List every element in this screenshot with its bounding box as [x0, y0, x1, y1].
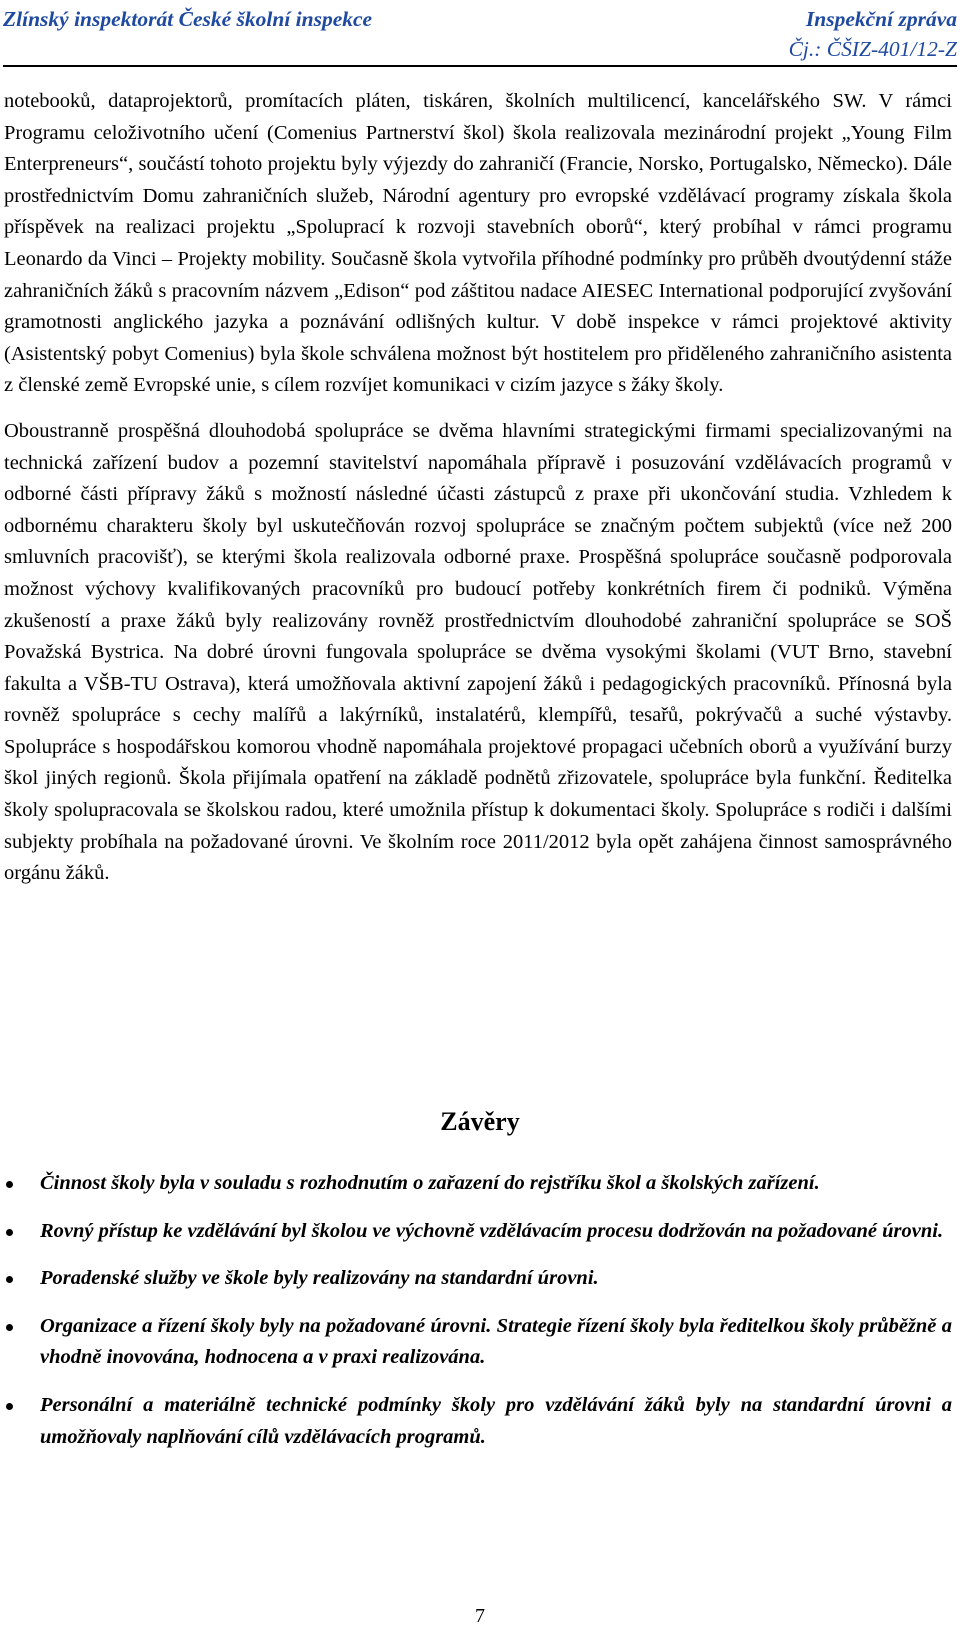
bullet-icon	[6, 1181, 13, 1188]
header-reference-number: Čj.: ČŠIZ-401/12-Z	[788, 37, 957, 61]
conclusion-item: Rovný přístup ke vzdělávání byl školou ve výchovně vzdělávacím procesu dodržován na požadované úrovni.	[4, 1216, 952, 1248]
header-organization: Zlínský inspektorát České školní inspekce	[3, 7, 373, 31]
conclusion-item: Poradenské služby ve škole byly realizovány na standardní úrovni.	[4, 1263, 952, 1295]
page-number: 7	[475, 1605, 485, 1627]
conclusion-item: Personální a materiálně technické podmínky školy pro vzdělávání žáků byly na standardní úrovni a umožňovaly naplňování cílů vzdělávacích programů.	[4, 1390, 952, 1453]
bullet-icon	[6, 1403, 13, 1410]
conclusions-heading: Závěry	[440, 1107, 520, 1136]
conclusion-item: Činnost školy byla v souladu s rozhodnutím o zařazení do rejstříku škol a školských zařízení.	[4, 1168, 952, 1200]
header-report-info	[789, 4, 957, 64]
bullet-icon	[6, 1276, 13, 1283]
conclusions-list	[4, 1168, 952, 1469]
bullet-icon	[6, 1229, 13, 1236]
bullet-icon	[6, 1324, 13, 1331]
header-report-title: Inspekční zpráva	[805, 7, 957, 31]
main-text	[4, 86, 952, 890]
header-divider	[3, 65, 957, 67]
paragraph-2: Oboustranně prospěšná dlouhodobá spolupráce se dvěma hlavními strategickými firmami specializovanými na technická zařízení budov a pozemní stavitelství napomáhala přípravě i posuzování vzdělávacích programů v odborné části přípravy žáků s možností následné účasti zástupců z praxe při ukončování studia. Vzhledem k odbornému charakteru školy byl uskutečňován rozvoj spolupráce se značným počtem subjektů (více než 200 smluvních pracovišť), se kterými škola realizovala odborné praxe. Prospěšná spolupráce současně podporovala možnost výchovy kvalifikovaných pracovníků pro budoucí potřeby konkrétních firem či podniků. Výměna zkušeností a praxe žáků byly realizovány rovněž prostřednictvím dlouhodobé zahraniční spolupráce se SOŠ Považská Bystrica. Na dobré úrovni fungovala spolupráce se dvěma vysokými školami (VUT Brno, stavební fakulta a VŠB-TU Ostrava), která umožňovala aktivní zapojení žáků i pedagogických pracovníků. Přínosná byla rovněž spolupráce s cechy malířů a lakýrníků, instalatérů, klempířů, tesařů, pokrývačů a suché výstavby. Spolupráce s hospodářskou komorou vhodně napomáhala projektové propagaci učebních oborů a využívání burzy škol jiných regionů. Škola přijímala opatření na základě podnětů zřizovatele, spolupráce byla funkční. Ředitelka školy spolupracovala se školskou radou, které umožnila přístup k dokumentaci školy. Spolupráce s rodiči i dalšími subjekty probíhala na požadované úrovni. Ve školním roce 2011/2012 byla opět zahájena činnost samosprávného orgánu žáků.	[4, 419, 952, 885]
paragraph-1: notebooků, dataprojektorů, promítacích pláten, tiskáren, školních multilicencí, kancelářského SW. V rámci Programu celoživotního učení (Comenius Partnerství škol) škola realizovala mezinárodní projekt „Young Film Enterpreneurs“, součástí tohoto projektu byly výjezdy do zahraničí (Francie, Norsko, Portugalsko, Německo). Dále prostřednictvím Domu zahraničních služeb, Národní agentury pro evropské vzdělávací programy získala škola příspěvek na realizaci projektu „Spoluprací k rozvoji stavebních oborů“, který probíhal v rámci programu Leonardo da Vinci – Projekty mobility. Současně škola vytvořila příhodné podmínky pro průběh dvoutýdenní stáže zahraničních žáků s pracovním názvem „Edison“ pod záštitou nadace AIESEC International podporující zvyšování gramotnosti anglického jazyka a poznávání odlišných kultur. V době inspekce v rámci projektové aktivity (Asistentský pobyt Comenius) byla škole schválena možnost být hostitelem pro přiděleného zahraničního asistenta z členské země Evropské unie, s cílem rozvíjet komunikaci v cizím jazyce s žáky školy.	[4, 90, 952, 397]
conclusion-item: Organizace a řízení školy byly na požadované úrovni. Strategie řízení školy byla ředitelkou školy průběžně a vhodně inovována, hodnocena a v praxi realizována.	[4, 1311, 952, 1374]
